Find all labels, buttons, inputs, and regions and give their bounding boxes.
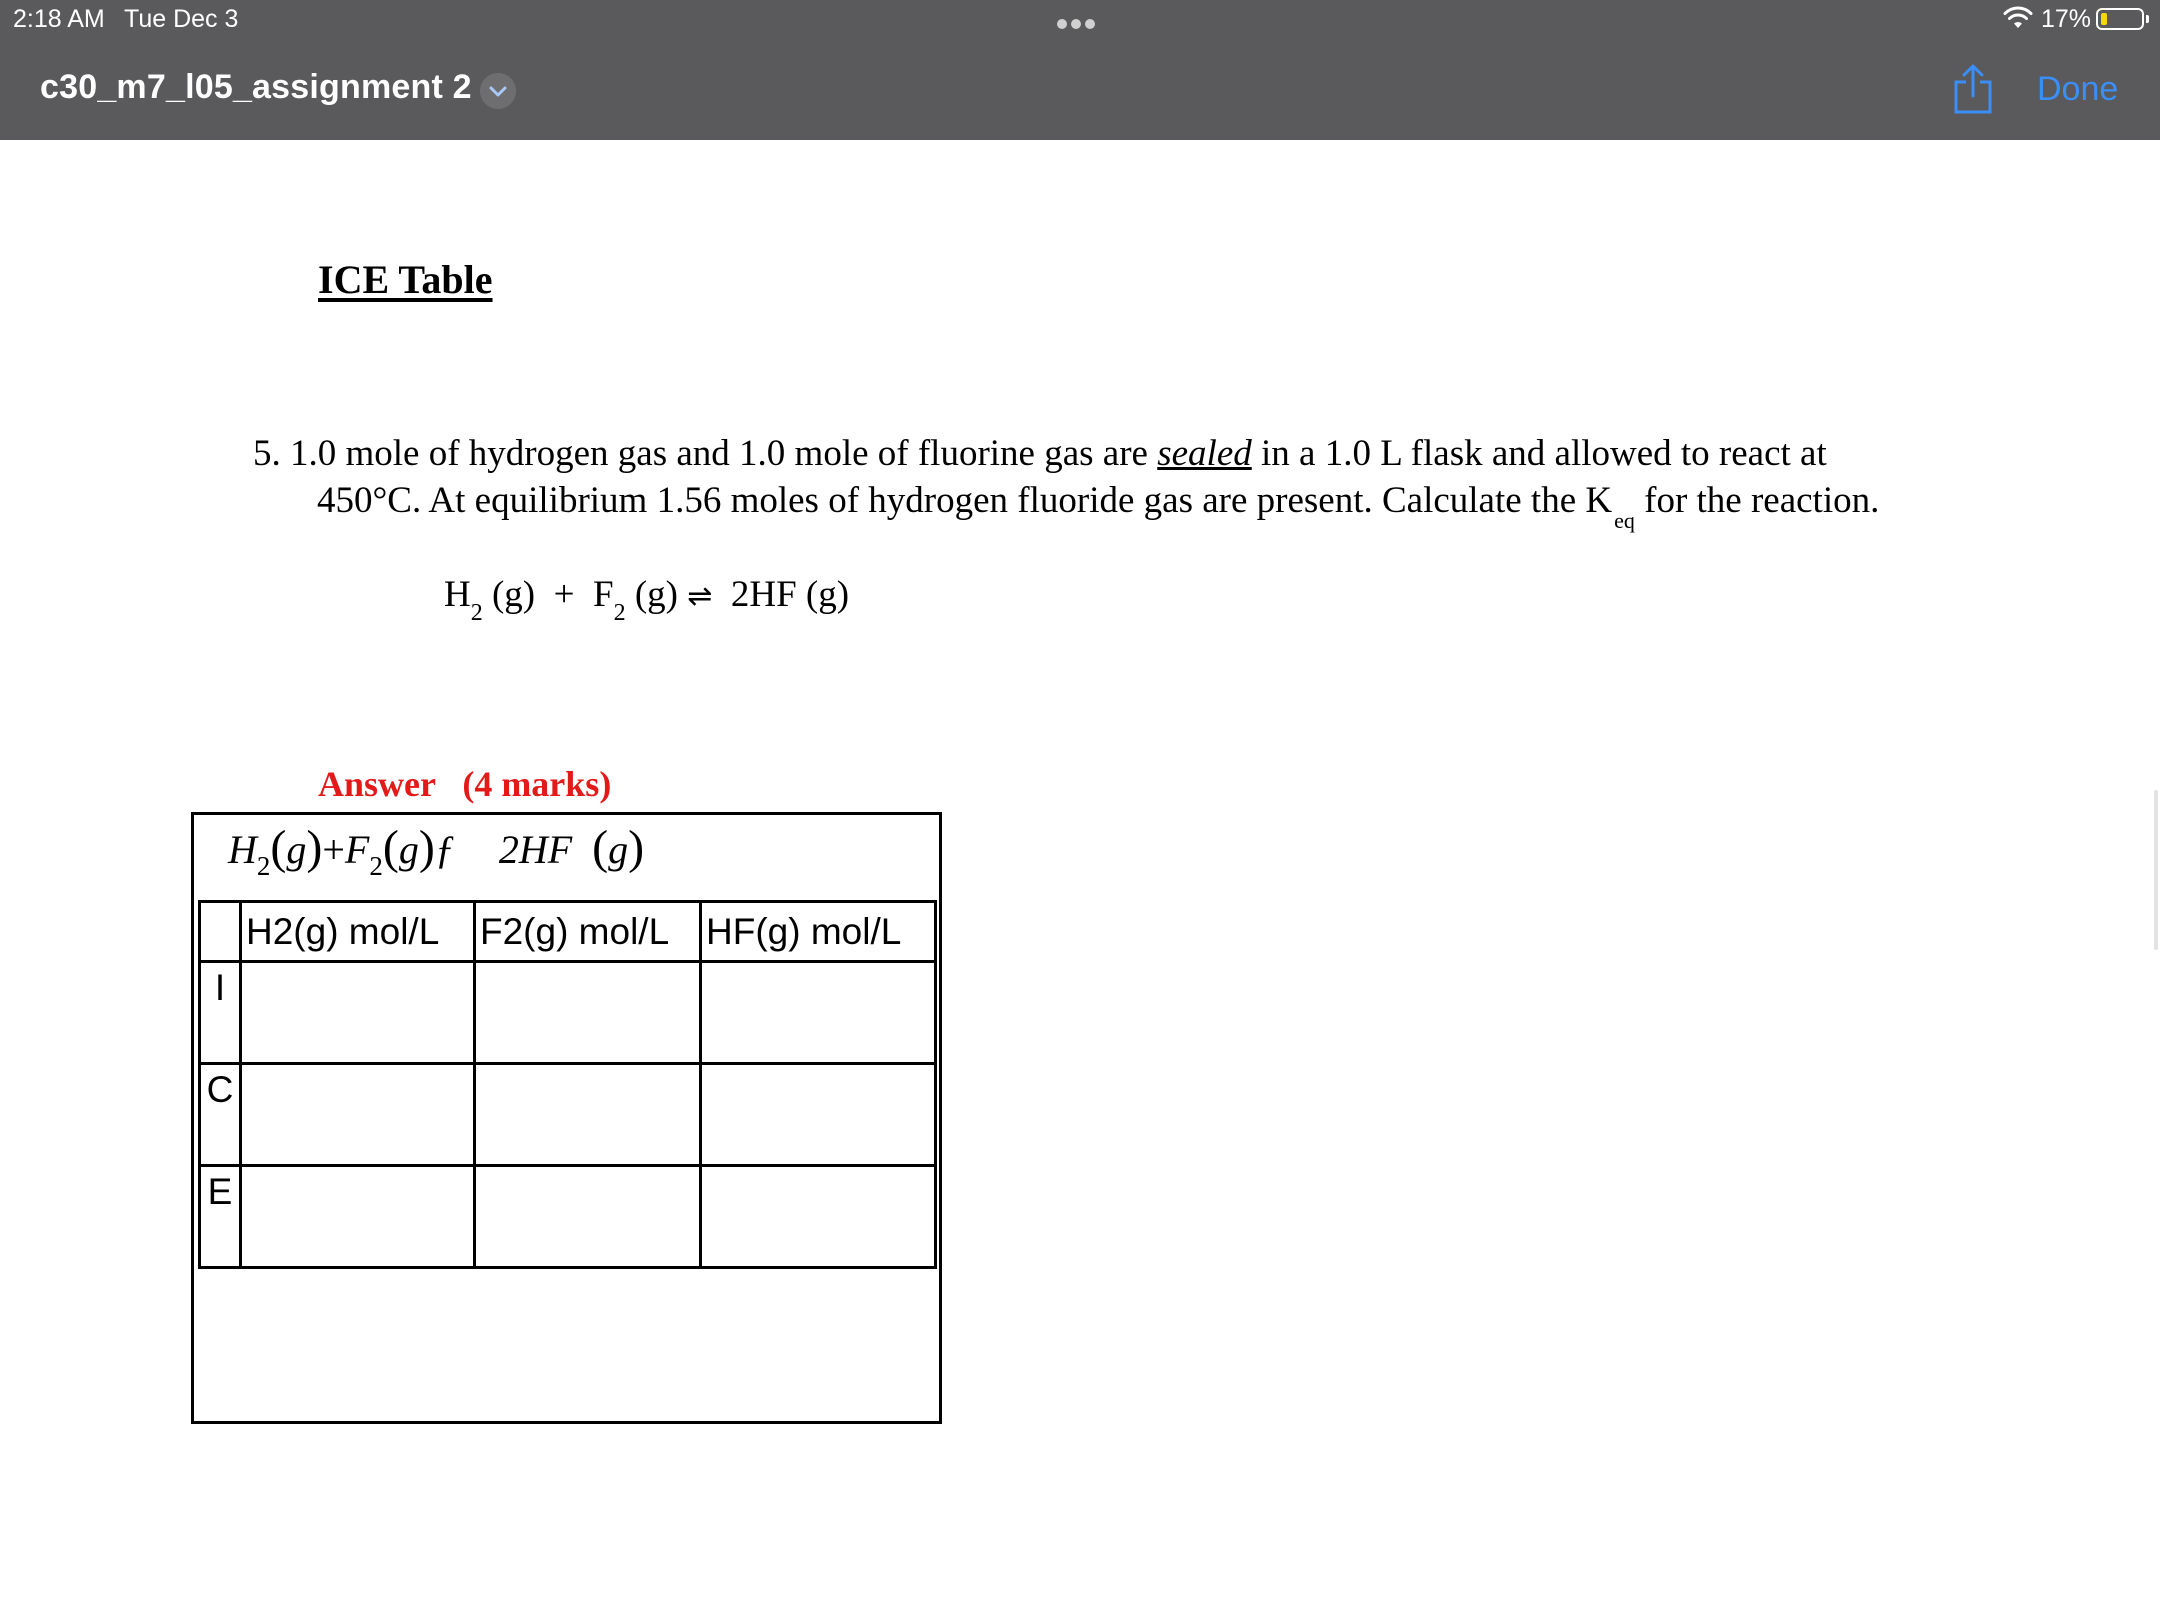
chemical-equation xyxy=(444,573,850,626)
ice-cell[interactable] xyxy=(475,1064,701,1166)
equation-paren: ( xyxy=(270,821,287,874)
question-text: 5. 1.0 mole of hydrogen gas and 1.0 mole of fluorine gas are xyxy=(253,433,1158,474)
equation-term: H xyxy=(228,827,257,872)
ice-header-f2: F2(g) mol/L xyxy=(475,902,701,962)
question-line-1 xyxy=(253,432,1827,475)
equation-term: 2HF xyxy=(498,827,573,872)
equation-term: H xyxy=(444,574,471,615)
equation-term: g xyxy=(398,827,419,872)
equation-paren: ) xyxy=(418,821,435,874)
equation-paren: ( xyxy=(382,821,399,874)
page-heading: ICE Table xyxy=(318,257,493,302)
question-emphasis: sealed xyxy=(1157,433,1252,474)
status-time: 2:18 AM xyxy=(13,5,105,33)
equilibrium-arrow-icon: ⇌ xyxy=(687,579,713,614)
ice-cell[interactable] xyxy=(241,1064,475,1166)
ice-cell[interactable] xyxy=(701,962,936,1064)
ice-header-hf: HF(g) mol/L xyxy=(701,902,936,962)
ice-row-initial xyxy=(200,962,936,1064)
ice-cell[interactable] xyxy=(475,962,701,1064)
ice-row-equilibrium xyxy=(200,1166,936,1268)
ice-header-row xyxy=(200,902,936,962)
equation-term: g xyxy=(286,827,307,872)
ice-header-h2: H2(g) mol/L xyxy=(241,902,475,962)
ice-cell[interactable] xyxy=(701,1166,936,1268)
ice-cell[interactable] xyxy=(241,962,475,1064)
ice-cell[interactable] xyxy=(475,1166,701,1268)
battery-fill xyxy=(2101,13,2107,25)
top-bar xyxy=(0,0,2160,140)
equation-paren: ( xyxy=(592,821,609,874)
ice-row-label: E xyxy=(200,1166,241,1268)
ice-corner-cell xyxy=(200,902,241,962)
document-title[interactable]: c30_m7_l05_assignment 2 xyxy=(40,68,472,106)
equation-term: (g) xyxy=(625,574,688,615)
ice-row-label: C xyxy=(200,1064,241,1166)
battery-icon xyxy=(2096,8,2144,30)
ice-row-label: I xyxy=(200,962,241,1064)
answer-label: Answer (4 marks) xyxy=(318,764,612,804)
question-line-2 xyxy=(317,479,1880,533)
equation-term: ƒ xyxy=(434,827,455,872)
ice-table xyxy=(198,900,937,1269)
equation-paren: ) xyxy=(306,821,323,874)
status-date: Tue Dec 3 xyxy=(124,5,239,33)
equation-subscript: 2 xyxy=(613,600,626,626)
wifi-icon xyxy=(2003,6,2033,30)
equation-term: F xyxy=(344,827,370,872)
ice-row-change xyxy=(200,1064,936,1166)
equation-term: (g) + xyxy=(482,574,593,615)
equation-paren: ) xyxy=(628,821,645,874)
equation-term: 2HF (g) xyxy=(712,574,850,615)
equation-term: F xyxy=(593,574,614,615)
equation-subscript: 2 xyxy=(470,600,483,626)
ice-cell[interactable] xyxy=(701,1064,936,1166)
equation-subscript: 2 xyxy=(369,851,383,881)
chevron-down-icon[interactable] xyxy=(480,73,516,109)
ice-cell[interactable] xyxy=(241,1166,475,1268)
more-dots-icon[interactable] xyxy=(1057,16,1099,34)
question-text: 450°C. At equilibrium 1.56 moles of hydrogen fluoride gas are present. Calculate the K xyxy=(317,480,1613,521)
scroll-indicator[interactable] xyxy=(2154,790,2158,950)
question-text: in a 1.0 L flask and allowed to react at xyxy=(1251,433,1827,474)
done-button[interactable]: Done xyxy=(2037,70,2119,108)
equation-term: g xyxy=(608,827,629,872)
battery-percent: 17% xyxy=(2041,5,2092,33)
keq-subscript: eq xyxy=(1614,508,1635,533)
question-text: for the reaction. xyxy=(1634,480,1880,521)
answer-equation xyxy=(228,820,645,881)
equation-subscript: 2 xyxy=(256,851,271,881)
equation-term: + xyxy=(322,827,345,872)
share-icon[interactable] xyxy=(1952,62,1994,116)
